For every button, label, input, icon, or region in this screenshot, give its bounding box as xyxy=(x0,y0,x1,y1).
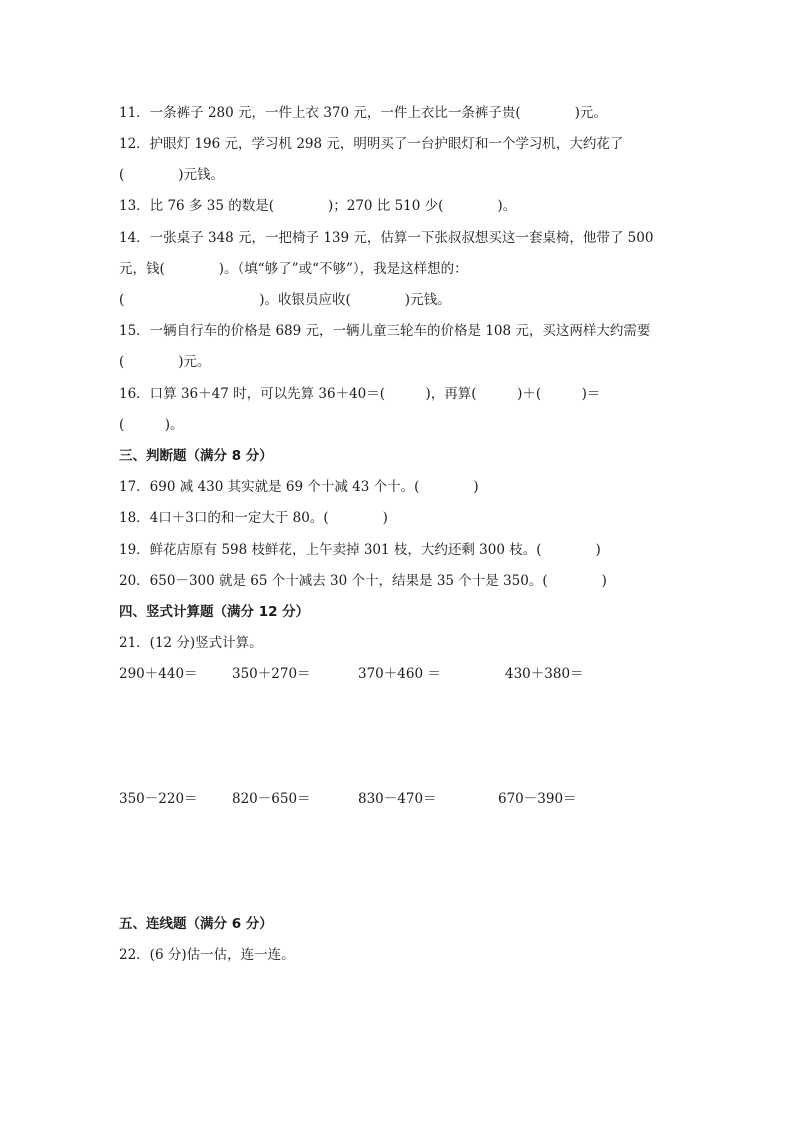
fill-in-q13: 13．比 76 多 35 的数是( )；270 比 510 少( )。 xyxy=(119,198,517,214)
expression-r2-c2: 820－650＝ xyxy=(232,791,311,807)
judge-q18: 18．4口＋3口的和一定大于 80。( ) xyxy=(119,510,388,526)
expression-r2-c4: 670－390＝ xyxy=(498,791,577,807)
vertical-q21: 21．(12 分)竖式计算。 xyxy=(119,635,263,651)
expression-r1-c1: 290＋440＝ xyxy=(119,666,198,682)
expression-r2-c3: 830－470＝ xyxy=(358,791,437,807)
judge-q20: 20．650－300 就是 65 个十减去 30 个十，结果是 35 个十是 350。( ) xyxy=(119,573,607,589)
section-heading-vertical: 四、竖式计算题（满分 12 分） xyxy=(119,604,310,620)
fill-in-q15-line2: ( )元。 xyxy=(119,354,211,370)
section-heading-judge: 三、判断题（满分 8 分） xyxy=(119,448,273,464)
judge-q19: 19．鲜花店原有 598 枝鲜花，上午卖掉 301 枝，大约还剩 300 枝。( ) xyxy=(119,542,601,558)
fill-in-q14-line2: 元，钱( )。（填“够了”或“不够”），我是这样想的： xyxy=(119,261,468,277)
fill-in-q16-line2: ( )。 xyxy=(119,417,184,433)
matching-q22: 22．(6 分)估一估，连一连。 xyxy=(119,947,295,963)
fill-in-q12-line2: ( )元钱。 xyxy=(119,167,225,183)
fill-in-q11: 11．一条裤子 280 元，一件上衣 370 元，一件上衣比一条裤子贵( )元。 xyxy=(119,105,607,121)
section-heading-matching: 五、连线题（满分 6 分） xyxy=(119,916,273,932)
judge-q17: 17．690 减 430 其实就是 69 个十减 43 个十。( ) xyxy=(119,479,479,495)
fill-in-q14-line3: ( )。收银员应收( )元钱。 xyxy=(119,292,451,308)
fill-in-q14-line1: 14．一张桌子 348 元，一把椅子 139 元，估算一下张叔叔想买这一套桌椅，他带了 500 xyxy=(119,230,654,246)
fill-in-q16-line1: 16．口算 36＋47 时，可以先算 36＋40＝( )，再算( )＋( )＝ xyxy=(119,386,601,402)
expression-r2-c1: 350－220＝ xyxy=(119,791,198,807)
fill-in-q15-line1: 15．一辆自行车的价格是 689 元，一辆儿童三轮车的价格是 108 元，买这两样大约需要 xyxy=(119,323,651,339)
expression-r1-c4: 430＋380＝ xyxy=(505,666,584,682)
fill-in-q12-line1: 12．护眼灯 196 元，学习机 298 元，明明买了一台护眼灯和一个学习机，大约花了 xyxy=(119,136,624,152)
expression-r1-c3: 370＋460 ＝ xyxy=(358,666,441,682)
expression-r1-c2: 350＋270＝ xyxy=(232,666,311,682)
